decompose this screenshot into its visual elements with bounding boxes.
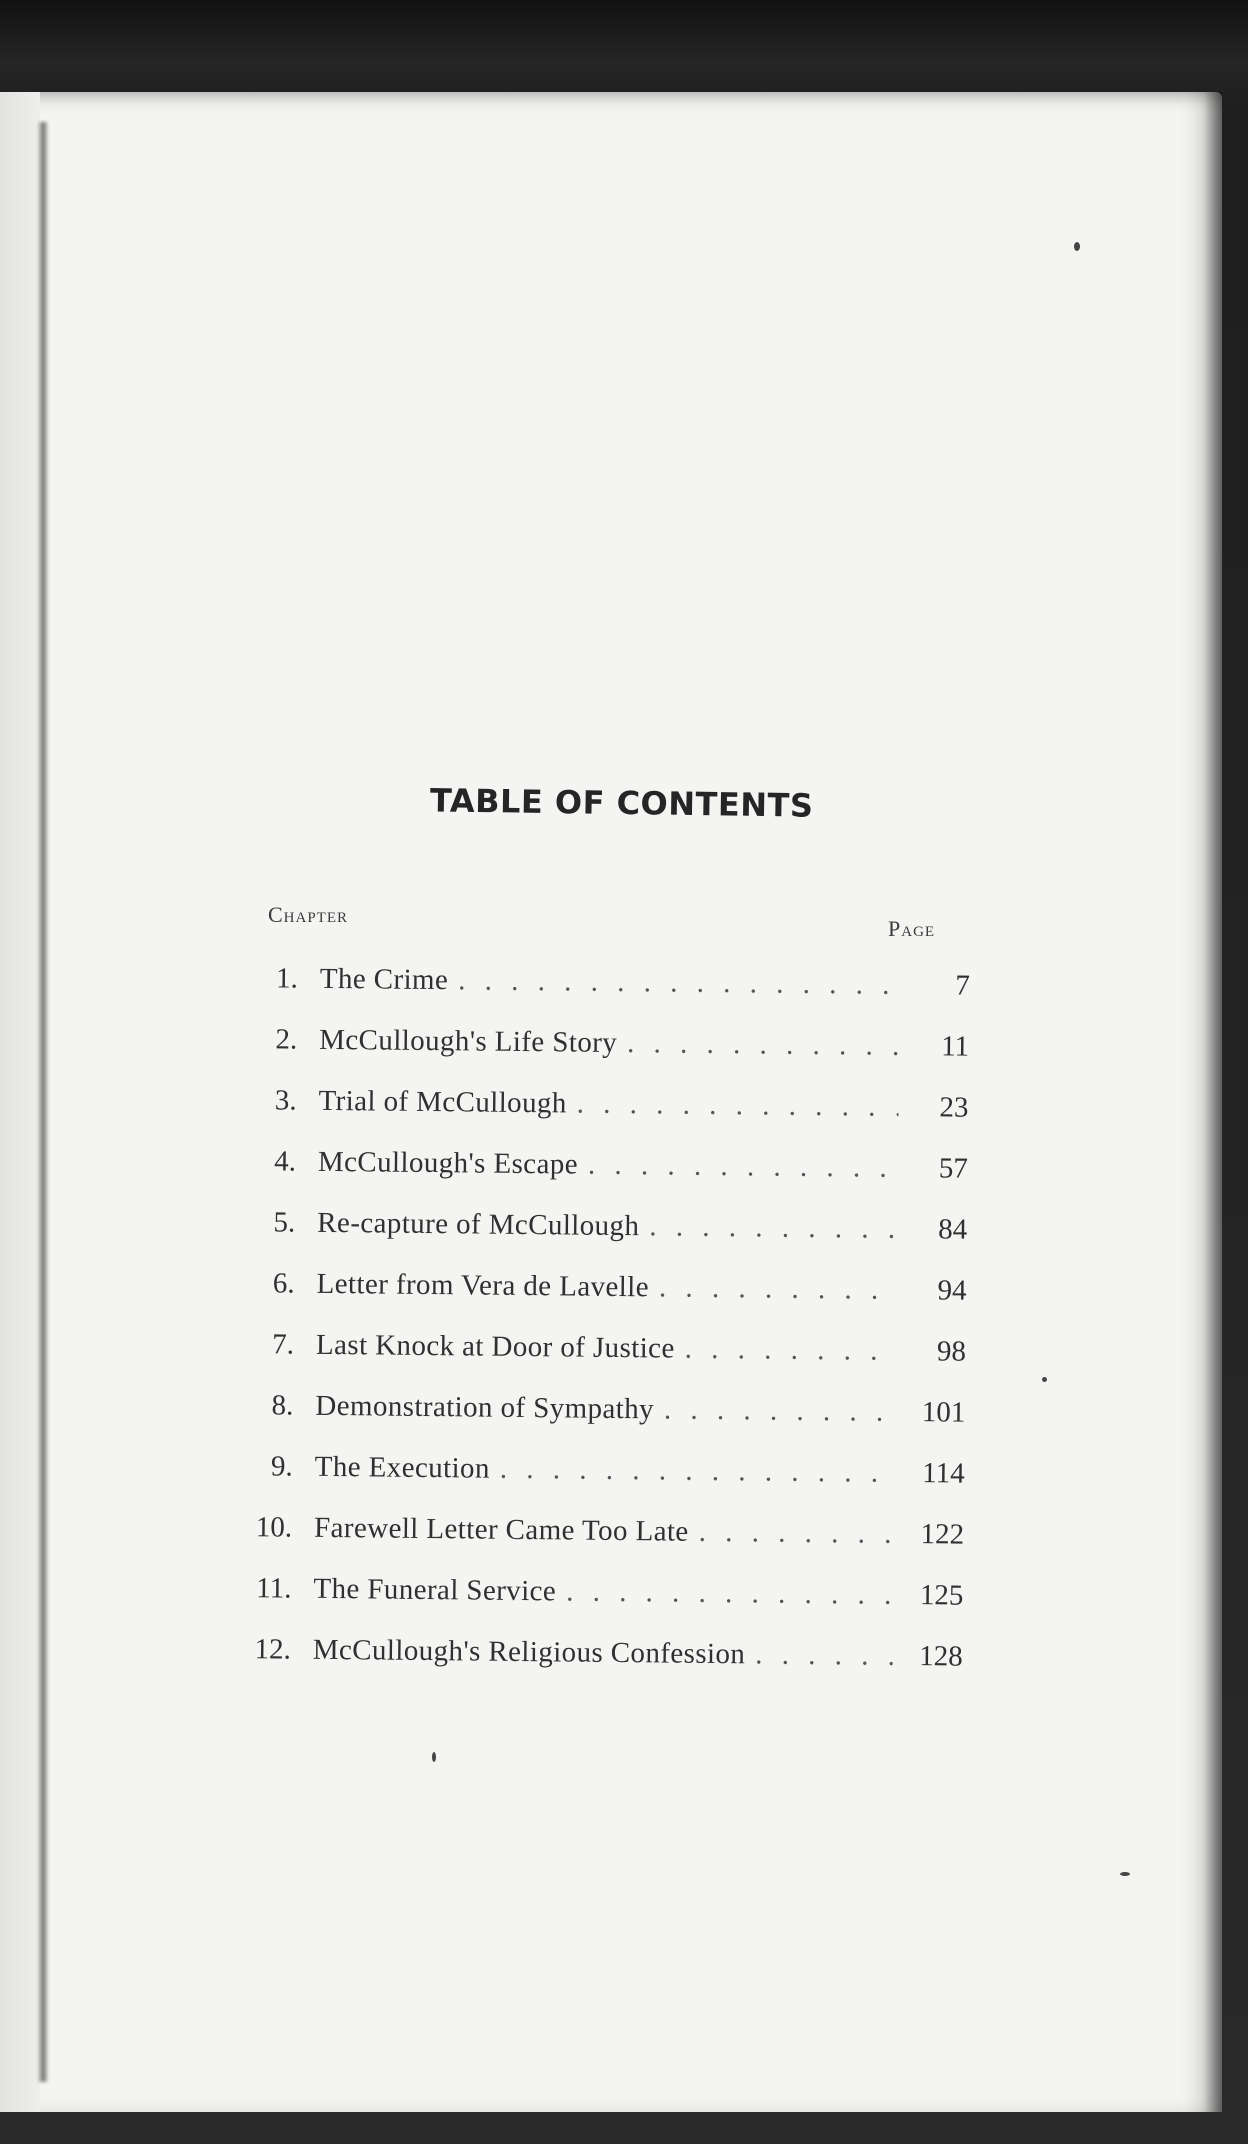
chapter-title: The Execution bbox=[314, 1450, 490, 1485]
chapter-number: 1. bbox=[275, 962, 298, 995]
page-number: 98 bbox=[936, 1335, 967, 1368]
page-number: 11 bbox=[941, 1030, 970, 1063]
dot-leader bbox=[649, 1210, 897, 1246]
chapter-title: The Crime bbox=[319, 962, 449, 997]
chapter-number: 9. bbox=[270, 1450, 293, 1483]
dot-leader bbox=[685, 1333, 897, 1368]
dot-leader bbox=[458, 964, 900, 1002]
toc-entry bbox=[239, 1023, 970, 1092]
dot-leader bbox=[659, 1271, 897, 1306]
page-number: 125 bbox=[919, 1579, 964, 1612]
chapter-title: Re-capture of McCullough bbox=[317, 1206, 640, 1243]
dot-leader bbox=[755, 1638, 893, 1672]
toc-entry bbox=[234, 1450, 965, 1519]
page-number: 122 bbox=[920, 1518, 965, 1551]
dot-leader bbox=[577, 1088, 899, 1124]
dust-speck bbox=[432, 1752, 436, 1762]
toc-entry-list bbox=[232, 962, 970, 1702]
book-page bbox=[0, 92, 1222, 2112]
chapter-number: 3. bbox=[274, 1084, 297, 1117]
toc-entry bbox=[233, 1572, 964, 1641]
chapter-title: The Funeral Service bbox=[313, 1572, 557, 1608]
page-right-shadow bbox=[1204, 92, 1222, 2112]
chapter-title: Farewell Letter Came Too Late bbox=[313, 1511, 689, 1548]
dot-leader bbox=[588, 1149, 898, 1185]
chapter-column-heading: Chapter bbox=[268, 902, 349, 927]
toc-entry bbox=[236, 1267, 967, 1336]
dot-leader bbox=[664, 1393, 896, 1428]
chapter-number: 11. bbox=[256, 1572, 292, 1605]
toc-entry bbox=[232, 1633, 963, 1702]
page-number: 101 bbox=[921, 1396, 966, 1429]
toc-entry bbox=[234, 1511, 965, 1580]
page-left-margin bbox=[0, 92, 40, 2112]
chapter-number: 10. bbox=[255, 1511, 293, 1544]
page-number: 94 bbox=[937, 1274, 967, 1307]
page-number: 57 bbox=[938, 1152, 969, 1185]
chapter-title: Demonstration of Sympathy bbox=[315, 1389, 655, 1426]
toc-entry bbox=[237, 1206, 968, 1275]
page-number: 7 bbox=[955, 969, 970, 1002]
dot-leader bbox=[500, 1453, 895, 1490]
chapter-number: 5. bbox=[273, 1206, 296, 1239]
page-binding-edge bbox=[38, 122, 48, 2082]
chapter-number: 8. bbox=[271, 1389, 294, 1422]
toc-entry bbox=[235, 1389, 966, 1458]
chapter-title: McCullough's Escape bbox=[317, 1145, 579, 1181]
chapter-title: McCullough's Life Story bbox=[319, 1023, 618, 1059]
page-number: 114 bbox=[922, 1457, 965, 1490]
chapter-number: 2. bbox=[275, 1023, 298, 1056]
chapter-title: Trial of McCullough bbox=[318, 1084, 567, 1120]
chapter-number: 6. bbox=[272, 1267, 295, 1300]
chapter-number: 12. bbox=[254, 1633, 291, 1666]
chapter-number: 4. bbox=[273, 1145, 297, 1178]
chapter-title: McCullough's Religious Confession bbox=[312, 1633, 746, 1671]
toc-entry bbox=[239, 962, 970, 1031]
dust-speck bbox=[1120, 1872, 1130, 1876]
toc-entry bbox=[237, 1145, 968, 1214]
dust-speck bbox=[1042, 1377, 1047, 1382]
page-number: 84 bbox=[938, 1213, 968, 1246]
dot-leader bbox=[627, 1027, 899, 1063]
page-number: 23 bbox=[939, 1091, 969, 1124]
toc-title: TABLE OF CONTENTS bbox=[429, 781, 814, 825]
dot-leader bbox=[699, 1516, 895, 1551]
chapter-title: Last Knock at Door of Justice bbox=[315, 1328, 675, 1365]
chapter-title: Letter from Vera de Lavelle bbox=[316, 1267, 650, 1304]
toc-entry bbox=[238, 1084, 969, 1153]
dot-leader bbox=[566, 1575, 894, 1611]
chapter-number: 7. bbox=[272, 1328, 295, 1361]
toc-entry bbox=[236, 1328, 967, 1397]
dust-speck bbox=[1074, 242, 1080, 251]
page-column-heading: Page bbox=[888, 916, 936, 941]
page-number: 128 bbox=[919, 1640, 963, 1673]
